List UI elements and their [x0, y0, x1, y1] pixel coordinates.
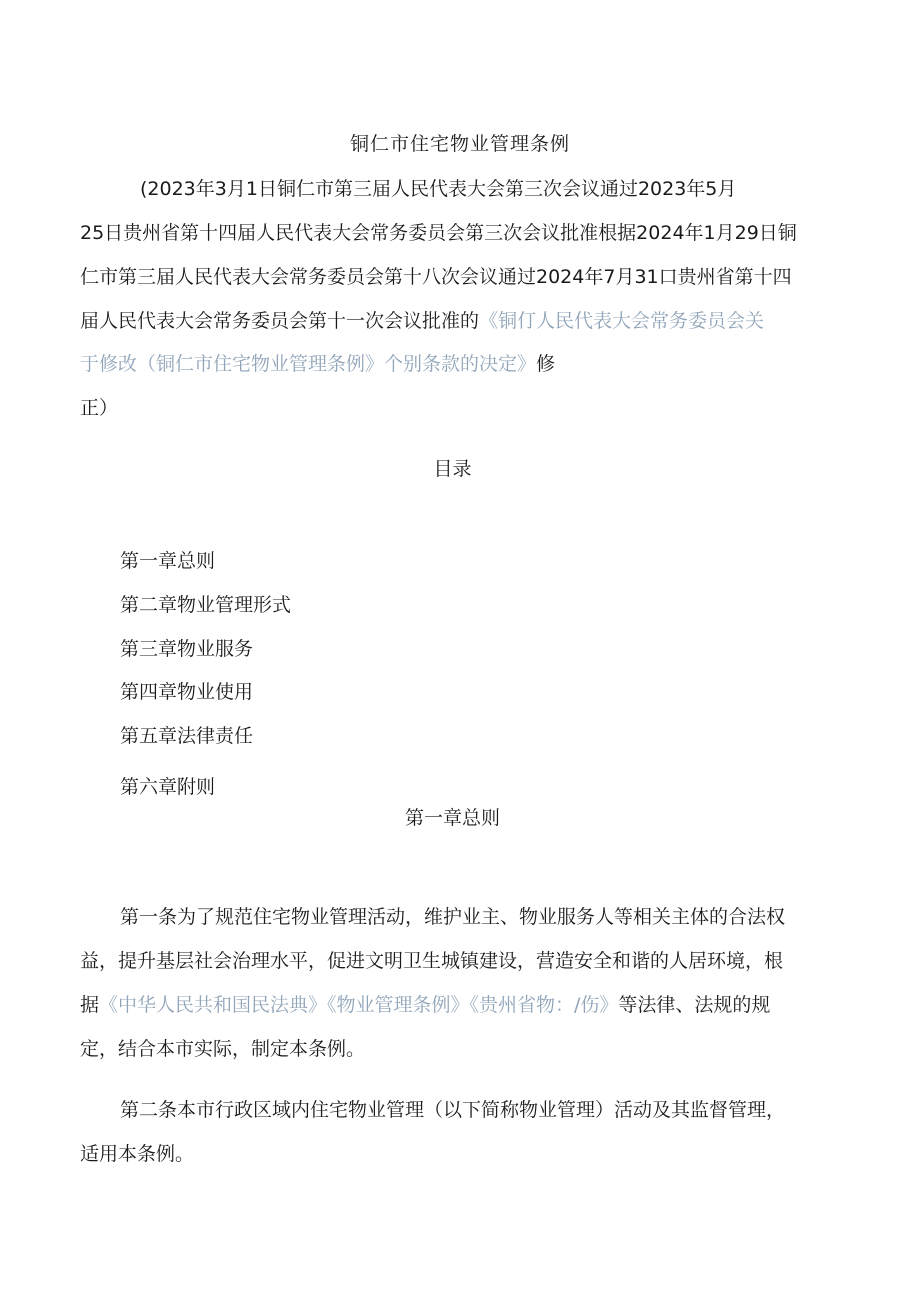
article-1-line-3-post: 等法律、法规的规 [618, 994, 771, 1016]
document-title: 铜仁市住宅物业管理条例 [349, 133, 570, 155]
amendment-decision-link[interactable]: 《铜仃人民代表大会常务委员会关 [479, 310, 765, 332]
toc-item: 第三章物业服务 [120, 638, 254, 660]
toc-item: 第一章总则 [120, 550, 216, 572]
article-1-line-3 [80, 993, 770, 1017]
amendment-decision-link-cont[interactable]: 于修改（铜仁市住宅物业管理条例》个别条款的决定》 [80, 353, 537, 375]
article-2-line-2: 适用本条例。 [80, 1143, 195, 1165]
preamble-line-5 [80, 352, 555, 376]
preamble-line-1: (2023年3月1日铜仁市第三届人民代表大会第三次会议通过2023年5月 [140, 178, 737, 200]
preamble-line-6: 正） [80, 397, 119, 419]
chapter-heading: 第一章总则 [404, 807, 500, 829]
article-1-line-1: 第一条为了规范住宅物业管理活动，维护业主、物业服务人等相关主体的合法权 [120, 906, 786, 928]
toc-item: 第二章物业管理形式 [120, 594, 292, 616]
preamble-line-4 [80, 309, 764, 333]
preamble-line-4-text: 届人民代表大会常务委员会第十一次会议批准的 [80, 310, 480, 332]
article-1-line-3-pre: 据 [80, 994, 100, 1016]
preamble-line-2: 25日贵州省第十四届人民代表大会常务委员会第三次会议批准根据2024年1月29日铜 [80, 222, 797, 244]
toc-item: 第四章物业使用 [120, 681, 254, 703]
toc-item: 第五章法律责任 [120, 725, 254, 747]
article-1-line-2: 益，提升基层社会治理水平，促进文明卫生城镇建设，营造安全和谐的人居环境，根 [80, 950, 784, 972]
article-2-line-1: 第二条本市行政区域内住宅物业管理（以下简称物业管理）活动及其监督管理， [120, 1099, 786, 1121]
article-1-line-4: 定，结合本市实际，制定本条例。 [80, 1038, 366, 1060]
toc-heading: 目录 [433, 458, 472, 480]
toc-item: 第六章附则 [120, 776, 216, 798]
law-references-link[interactable]: 《中华人民共和国民法典》《物业管理条例》《贵州省物：/伤》 [99, 994, 619, 1016]
preamble-line-5-text: 修 [536, 353, 556, 375]
preamble-line-3: 仁市第三届人民代表大会常务委员会第十八次会议通过2024年7月31口贵州省第十四 [80, 266, 792, 288]
